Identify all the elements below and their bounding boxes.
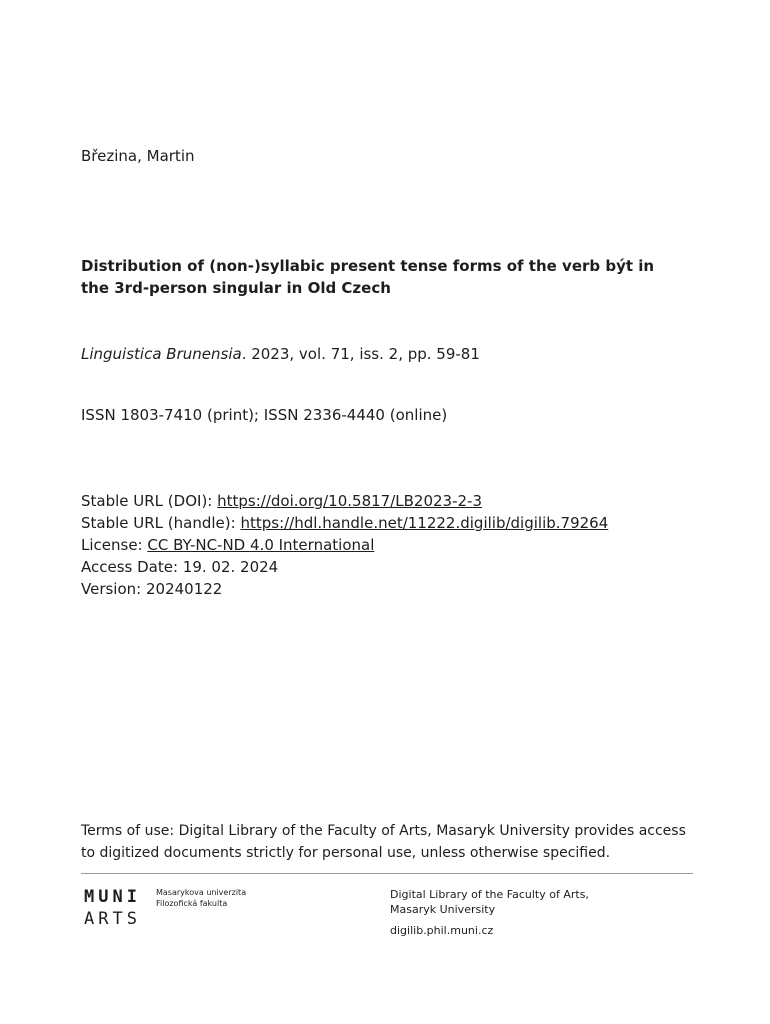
- footer-site-link[interactable]: digilib.phil.muni.cz: [390, 924, 494, 937]
- muni-arts-logo: [84, 887, 274, 932]
- logo-faculty: Filozofická fakulta: [156, 899, 228, 908]
- access-date: Access Date: 19. 02. 2024: [81, 558, 279, 576]
- license-line: [81, 534, 608, 556]
- license-label: License:: [81, 536, 148, 554]
- doi-line: [81, 490, 608, 512]
- doi-link[interactable]: https://doi.org/10.5817/LB2023-2-3: [217, 492, 482, 510]
- footer-library-line1: Digital Library of the Faculty of Arts,: [390, 888, 589, 901]
- footer-library-info: [390, 887, 589, 938]
- footer-divider: [81, 873, 693, 874]
- doi-label: Stable URL (DOI):: [81, 492, 218, 510]
- footer-library-line2: Masaryk University: [390, 903, 496, 916]
- handle-label: Stable URL (handle):: [81, 514, 241, 532]
- handle-link[interactable]: https://hdl.handle.net/11222.digilib/digilib.79264: [240, 514, 609, 532]
- issn-line: ISSN 1803-7410 (print); ISSN 2336-4440 (online): [81, 406, 448, 424]
- document-title: Distribution of (non-)syllabic present tense forms of the verb být in the 3rd-person singular in Old Czech: [81, 257, 655, 297]
- citation-details: . 2023, vol. 71, iss. 2, pp. 59-81: [241, 345, 480, 363]
- journal-name: Linguistica Brunensia: [81, 345, 242, 363]
- logo-subtitle: [156, 887, 246, 909]
- logo-arts-text: ARTS: [84, 909, 141, 929]
- terms-of-use: Terms of use: Digital Library of the Faculty of Arts, Masaryk University provides access to digitized documents strictly for personal use, unless otherwise specified.: [81, 823, 686, 861]
- author-name: Březina, Martin: [81, 147, 195, 165]
- handle-line: [81, 512, 608, 534]
- citation: [81, 345, 480, 363]
- logo-university: Masarykova univerzita: [156, 888, 247, 897]
- logo-muni-text: MUNI: [84, 887, 141, 907]
- metadata-block: [81, 490, 608, 600]
- version: Version: 20240122: [81, 580, 223, 598]
- license-link[interactable]: CC BY-NC-ND 4.0 International: [147, 536, 375, 554]
